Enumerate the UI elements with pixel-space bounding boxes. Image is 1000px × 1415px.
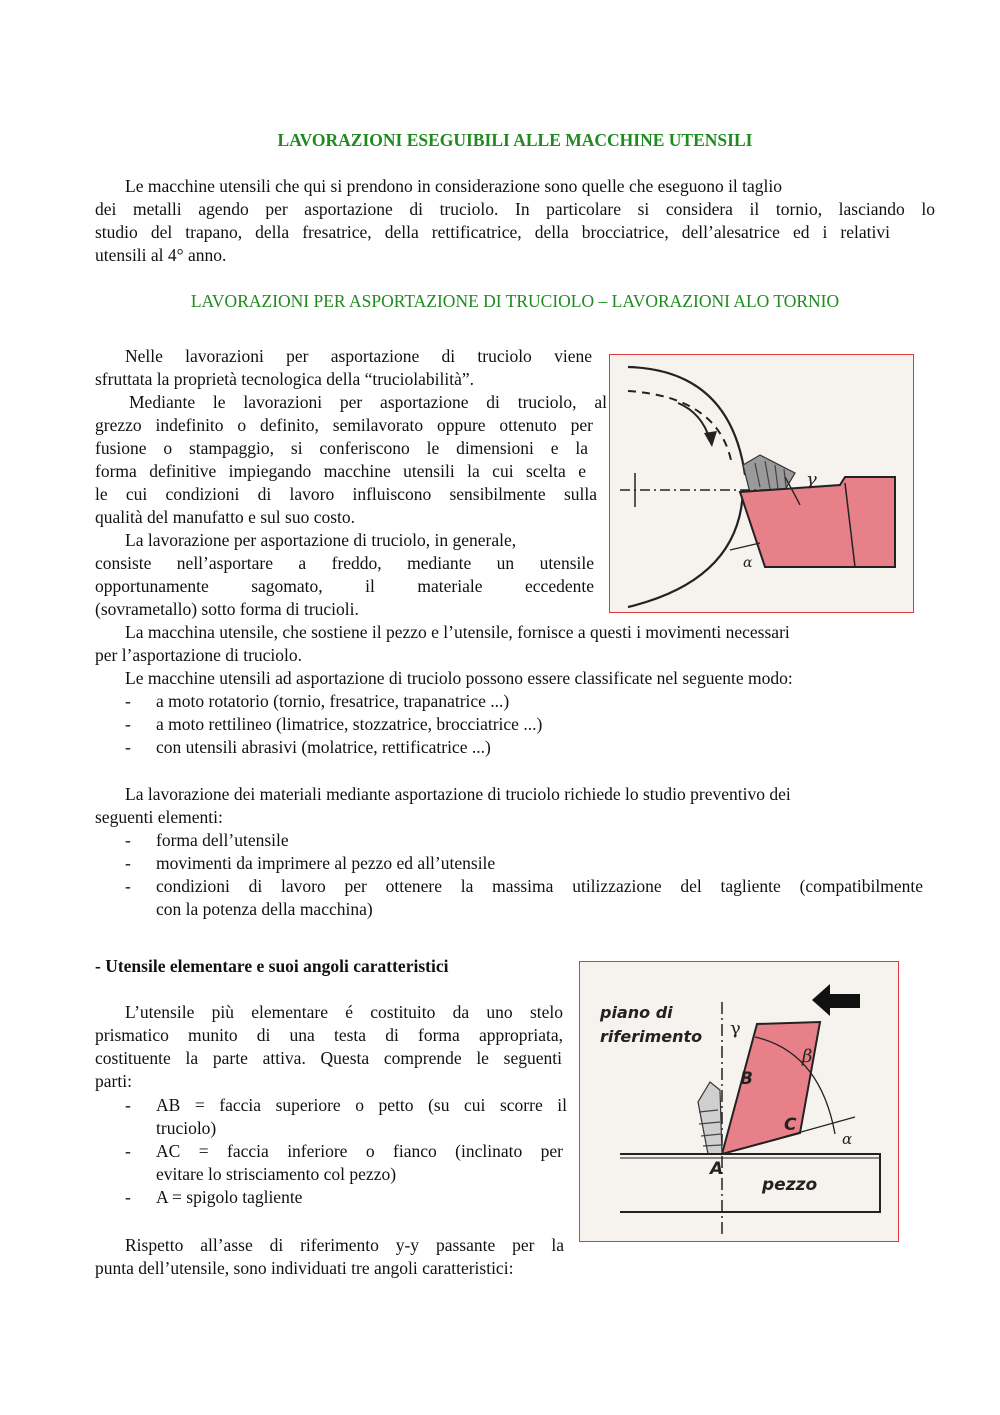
s1-p2-line-3: fusione o stampaggio, si conferiscono le dimensioni e la [95, 438, 588, 458]
s1-p1-line-1: Nelle lavorazioni per asportazione di truciolo viene [125, 346, 592, 366]
s2-p2-line-1: Rispetto all’asse di riferimento y-y passante per la [125, 1235, 564, 1255]
tool-angles-diagram [580, 962, 898, 1241]
pezzo-label: pezzo [762, 1175, 818, 1195]
lathe-cutting-figure [609, 354, 914, 613]
s1-p2-line-6: qualità del manufatto e sul suo costo. [95, 507, 356, 527]
list2-item: - condizioni di lavoro per ottenere la massima utilizzazione del tagliente (compatibilmente con la potenza della macchina) [125, 876, 923, 919]
intro-line-1: Le macchine utensili che qui si prendono in considerazione sono quelle che eseguono il taglio [125, 176, 783, 196]
lathe-cutting-diagram [610, 355, 913, 612]
s1-p3-line-3: opportunamente sagomato, il materiale eccedente [95, 576, 594, 596]
chip-shape [698, 1082, 722, 1154]
tool-angles-figure [579, 961, 899, 1242]
s2-p1-line-2: prismatico munito di una testa di forma appropriata, [95, 1025, 563, 1045]
face-b-label: B [740, 1069, 753, 1089]
gamma-label: γ [730, 1018, 741, 1039]
parts-list-item: - AB = faccia superiore o petto (su cui scorre il truciolo) [125, 1095, 567, 1138]
intro-line-4: utensili al 4° anno. [95, 245, 227, 265]
parts-list-item: - AC = faccia inferiore o fianco (inclinato per evitare lo strisciamento col pezzo) [125, 1141, 563, 1184]
s1-p5: Le macchine utensili ad asportazione di truciolo possono essere classificate nel seguente modo: [125, 668, 793, 688]
piano-label-line-1: piano di [600, 1003, 673, 1022]
piano-label-line-2: riferimento [600, 1027, 703, 1046]
s1-p2-line-4: forma definitive impiegando macchine utensili la cui scelta e [95, 461, 586, 481]
intro-line-2: dei metalli agendo per asportazione di truciolo. In particolare si considera il tornio, lasciando lo [95, 199, 935, 219]
beta-label: β [802, 1046, 813, 1067]
s1-p2-line-5: le cui condizioni di lavoro influiscono sensibilmente sulla [95, 484, 597, 504]
s2-p1-line-4: parti: [95, 1071, 132, 1091]
point-a-label: A [710, 1159, 724, 1179]
feed-direction-arrow [812, 984, 860, 1016]
gamma-label: γ [806, 469, 817, 490]
workpiece-outer-arc [628, 367, 745, 475]
tool-body [740, 477, 895, 567]
rotation-arrow-head [704, 431, 717, 447]
workpiece-dashed-arc [628, 391, 732, 465]
s1-p4-line-1: La macchina utensile, che sostiene il pezzo e l’utensile, fornisce a questi i movimenti necessari [125, 622, 790, 642]
s1-p1-line-2: sfruttata la proprietà tecnologica della “truciolabilità”. [95, 369, 474, 389]
s1-p6-line-1: La lavorazione dei materiali mediante asportazione di truciolo richiede lo studio preventivo dei [125, 784, 791, 804]
alpha-arrow [730, 543, 760, 550]
s1-p3-line-2: consiste nell’asportare a freddo, mediante un utensile [95, 553, 594, 573]
document-page: LAVORAZIONI ESEGUIBILI ALLE MACCHINE UTENSILI Le macchine utensili che qui si prendono in considerazione sono quelle che eseguono il taglio dei metalli agendo per asportazione di truciolo. In particolare si considera il tornio, lasciando lo studio del trapano, della fresatrice, della rettificatrice, della brocciatrice, dell’alesatrice ed i relativi utensili al 4° anno. LAVORAZIONI PER ASPORTAZIONE DI TRUCIOLO – LAVORAZIONI ALO TORNIO Nelle lavorazioni per asportazione di truciolo viene sfruttata la proprietà tecnologica della “truciolabilità”. Mediante le lavorazioni per asportazione di truciolo, al grezzo indefinito o definito, semilavorato oppure ottenuto per fusione o stampaggio, si conferiscono le dimensioni e la forma definitive impiegando macchine utensili la cui scelta e le cui condizioni di lavoro influiscono sensibilmente sulla qualità del manufatto e sul suo costo. La lavorazione per asportazione di truciolo, in generale, consiste nell’asportare a freddo, mediante un utensile opportunamente sagomato, il materiale eccedente (sovrametallo) sotto forma di trucioli. γ α La macchina utensile, che sostiene il pezzo e l’utensile, fornisce a questi i movimenti necessari per l’asportazione di truciolo. Le macchine utensili ad asportazione di truciolo possono essere classificate nel seguente modo: - a moto rotatorio (tornio, fresatrice, trapanatrice ...) - a moto rettilineo (limatrice, stozzatrice, brocciatrice ...) - con utensili abrasivi (molatrice, rettificatrice ...) La lavorazione dei materiali mediante asportazione di truciolo richiede lo studio preventivo dei seguenti elementi: - forma dell’utensile - movimenti da imprimere al pezzo ed all’utensile - condizioni di lavoro per ottenere la massima utilizzazione del tagliente (compatibilmente con la potenza della macchina) - Utensile elementare e suoi angoli caratteristici L’utensile più elementare é costituito da uno stelo prismatico munito di una testa di forma appropriata, costituente la parte attiva. Questa comprende le seguenti parti: - AB = faccia superiore o petto (su cui scorre il truciolo) - AC = faccia inferiore o fianco (inclinato per evitare lo strisciamento col pezzo) - A = spigolo tagliente Rispetto all’asse di riferimento y-y passante per la punta dell’utensile, sono individuati tre angoli caratteristici: piano di riferimento B C γ β α A pezzo [95, 130, 935, 1278]
chip-shape [743, 455, 795, 493]
s1-p3-line-4: (sovrametallo) sotto forma di trucioli. [95, 599, 359, 619]
section-subtitle: LAVORAZIONI PER ASPORTAZIONE DI TRUCIOLO – LAVORAZIONI ALO TORNIO [190, 291, 840, 311]
s2-p1-line-3: costituente la parte attiva. Questa comprende le seguenti [95, 1048, 562, 1068]
s2-p2-line-2: punta dell’utensile, sono individuati tre angoli caratteristici: [95, 1258, 514, 1278]
workpiece-outline [620, 1154, 880, 1212]
intro-line-3: studio del trapano, della fresatrice, della rettificatrice, della brocciatrice, dell’alesatrice ed i relativi [95, 222, 890, 242]
s1-p6-line-2: seguenti elementi: [95, 807, 223, 827]
face-c-label: C [784, 1115, 797, 1135]
alpha-label: α [743, 555, 753, 571]
alpha-label: α [842, 1130, 853, 1148]
s2-p1-line-1: L’utensile più elementare é costituito da uno stelo [125, 1002, 563, 1022]
s1-p2-line-1: Mediante le lavorazioni per asportazione di truciolo, al [129, 392, 607, 412]
page-title: LAVORAZIONI ESEGUIBILI ALLE MACCHINE UTENSILI [277, 130, 753, 150]
s1-p3-line-1: La lavorazione per asportazione di truciolo, in generale, [125, 530, 517, 550]
s1-p2-line-2: grezzo indefinito o definito, semilavorato oppure ottenuto per [95, 415, 593, 435]
workpiece-lower-arc [628, 490, 743, 607]
s1-p4-line-2: per l’asportazione di truciolo. [95, 645, 303, 665]
section2-heading: - Utensile elementare e suoi angoli caratteristici [95, 956, 449, 976]
